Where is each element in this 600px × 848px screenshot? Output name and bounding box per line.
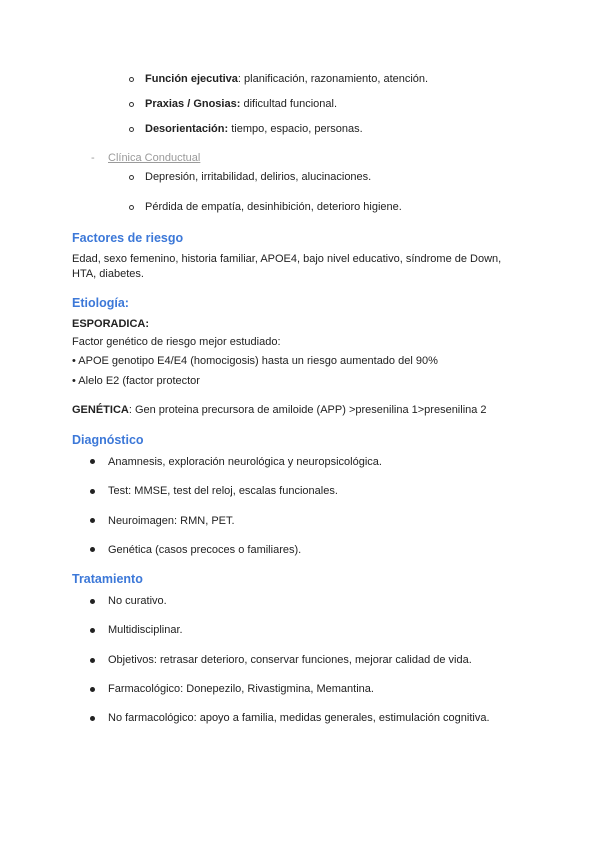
diagnosis-item: Anamnesis, exploración neurológica y neuropsicológica. (108, 456, 382, 468)
circle-bullet-icon (129, 77, 134, 82)
treatment-item: Multidisciplinar. (108, 624, 183, 636)
risk-heading: Factores de riesgo (72, 231, 184, 245)
circle-bullet-icon (129, 205, 134, 210)
circle-bullet-icon (129, 127, 134, 132)
diagnosis-heading: Diagnóstico (72, 433, 144, 447)
cognitive-item-text: planificación, razonamiento, atención. (240, 73, 429, 85)
cognitive-item-term: Desorientación: (145, 123, 229, 135)
circle-bullet-icon (129, 175, 134, 180)
behavioral-item: Pérdida de empatía, desinhibición, deterioro higiene. (145, 201, 402, 213)
cognitive-item (145, 122, 363, 136)
circle-bullet-icon (129, 102, 134, 107)
risk-text-line: HTA, diabetes. (72, 268, 144, 280)
cognitive-item-sep: : (237, 73, 241, 85)
etiology-heading: Etiología: (72, 296, 129, 310)
etiology-intro: Factor genético de riesgo mejor estudiado: (72, 336, 281, 348)
diagnosis-item: Genética (casos precoces o familiares). (108, 544, 302, 556)
diagnosis-item: Neuroimagen: RMN, PET. (108, 515, 235, 527)
genetic-text: : Gen proteina precursora de amiloide (APP) >presenilina 1>presenilina 2 (128, 404, 487, 416)
cognitive-item (145, 72, 428, 86)
treatment-item: Objetivos: retrasar deterioro, conservar funciones, mejorar calidad de vida. (108, 654, 472, 666)
disc-bullet-icon (90, 716, 95, 721)
disc-bullet-icon (90, 547, 95, 552)
cognitive-item-term: Función ejecutiva (145, 73, 238, 85)
risk-text-line: Edad, sexo femenino, historia familiar, APOE4, bajo nivel educativo, síndrome de Down, (72, 253, 502, 265)
genetic-label: GENÉTICA (72, 404, 129, 416)
behavioral-item: Depresión, irritabilidad, delirios, alucinaciones. (145, 171, 372, 183)
cognitive-item (145, 97, 337, 111)
disc-bullet-icon (90, 599, 95, 604)
disc-bullet-icon (90, 459, 95, 464)
treatment-heading: Tratamiento (72, 572, 143, 586)
disc-bullet-icon (90, 518, 95, 523)
genetic-line (72, 403, 487, 417)
behavioral-title-link[interactable]: Clínica Conductual (108, 152, 201, 164)
cognitive-item-term: Praxias / Gnosias: (145, 98, 241, 110)
treatment-item: Farmacológico: Donepezilo, Rivastigmina, Memantina. (108, 683, 374, 695)
cognitive-item-text: tiempo, espacio, personas. (228, 123, 363, 135)
disc-bullet-icon (90, 687, 95, 692)
treatment-item: No farmacológico: apoyo a familia, medidas generales, estimulación cognitiva. (108, 712, 490, 724)
diagnosis-item: Test: MMSE, test del reloj, escalas funcionales. (108, 485, 338, 497)
sporadic-label: ESPORADICA: (72, 318, 150, 330)
disc-bullet-icon (90, 658, 95, 663)
etiology-bullet: • APOE genotipo E4/E4 (homocigosis) hasta un riesgo aumentado del 90% (72, 355, 438, 367)
dash-bullet-icon: - (91, 152, 95, 164)
cognitive-item-text: dificultad funcional. (240, 98, 338, 110)
disc-bullet-icon (90, 628, 95, 633)
disc-bullet-icon (90, 489, 95, 494)
treatment-item: No curativo. (108, 595, 167, 607)
etiology-bullet: • Alelo E2 (factor protector (72, 375, 200, 387)
